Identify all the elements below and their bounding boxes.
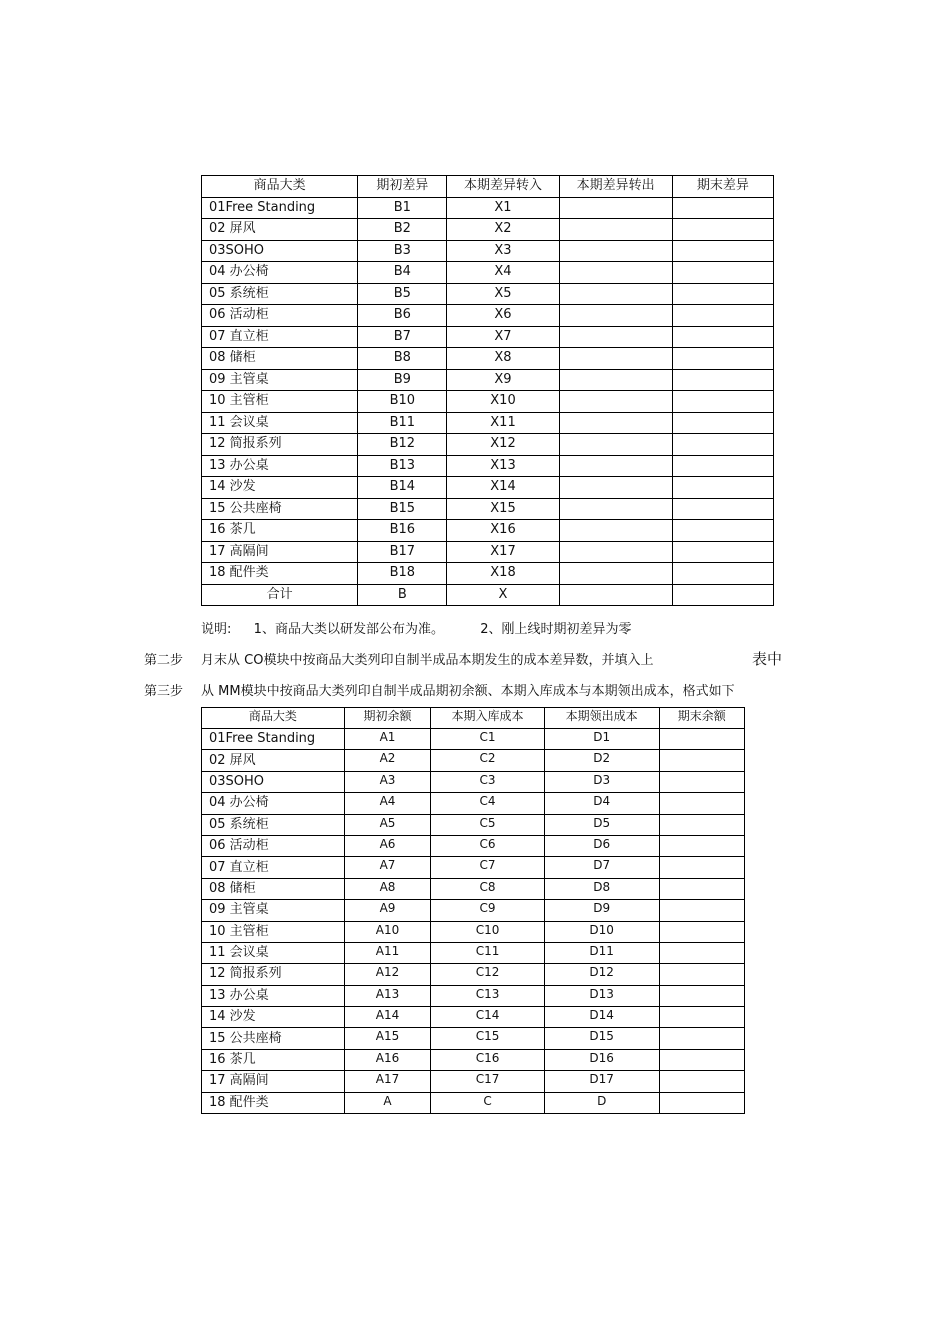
step3-label: 第三步 [144,684,184,699]
row-value-cell: B5 [358,283,447,305]
row-value-cell [559,455,672,477]
row-value-cell [559,219,672,241]
row-value-cell [659,985,745,1006]
row-value-cell: A3 [344,771,430,792]
header-receipt-cost: 本期入库成本 [431,708,545,729]
row-value-cell: D [544,1092,659,1113]
row-category-cell: 09 主管桌 [202,900,345,921]
row-category-cell: 13 办公桌 [202,455,358,477]
table-row [202,921,745,942]
row-category-cell: 16 茶几 [202,520,358,542]
row-category-cell: 17 高隔间 [202,1071,345,1092]
row-category-cell: 13 办公桌 [202,985,345,1006]
table-header-row [202,176,774,198]
step2-label: 第二步 [144,653,184,668]
total-variance-in: X [447,584,559,606]
row-value-cell [672,240,773,262]
row-value-cell: B18 [358,563,447,585]
row-value-cell: A13 [344,985,430,1006]
row-category-cell: 15 公共座椅 [202,1028,345,1049]
row-value-cell: C8 [431,878,545,899]
row-value-cell: B10 [358,391,447,413]
row-value-cell [659,814,745,835]
row-value-cell: B12 [358,434,447,456]
row-value-cell [672,369,773,391]
row-value-cell [672,563,773,585]
row-value-cell: D13 [544,985,659,1006]
row-value-cell: X1 [447,197,559,219]
cost-variance-table [201,175,774,606]
row-value-cell [659,729,745,750]
row-value-cell [559,348,672,370]
row-value-cell [672,326,773,348]
row-value-cell [559,305,672,327]
table-row [202,942,745,963]
row-value-cell [672,477,773,499]
row-value-cell [672,305,773,327]
row-value-cell: C15 [431,1028,545,1049]
row-value-cell: C7 [431,857,545,878]
row-value-cell [559,477,672,499]
row-value-cell: C13 [431,985,545,1006]
row-value-cell: A2 [344,750,430,771]
row-value-cell: D14 [544,1007,659,1028]
table-row [202,878,745,899]
row-value-cell [559,520,672,542]
row-value-cell [659,921,745,942]
table-row [202,262,774,284]
total-opening-variance: B [358,584,447,606]
row-value-cell: D6 [544,835,659,856]
table-row [202,814,745,835]
table-row [202,1028,745,1049]
table-row [202,305,774,327]
row-value-cell: C2 [431,750,545,771]
row-value-cell [659,1092,745,1113]
row-value-cell: A5 [344,814,430,835]
table-row [202,520,774,542]
row-value-cell: D16 [544,1049,659,1070]
row-value-cell: B3 [358,240,447,262]
row-value-cell: X13 [447,455,559,477]
row-category-cell: 10 主管柜 [202,921,345,942]
row-value-cell: C11 [431,942,545,963]
row-value-cell [672,434,773,456]
row-category-cell: 06 活动柜 [202,305,358,327]
table-row [202,835,745,856]
row-value-cell: D15 [544,1028,659,1049]
row-category-cell: 09 主管桌 [202,369,358,391]
header-opening-variance: 期初差异 [358,176,447,198]
row-category-cell: 14 沙发 [202,1007,345,1028]
row-category-cell: 11 会议桌 [202,942,345,963]
row-value-cell: B15 [358,498,447,520]
row-category-cell: 11 会议桌 [202,412,358,434]
row-value-cell [672,541,773,563]
row-value-cell [559,369,672,391]
row-value-cell: D10 [544,921,659,942]
row-value-cell: C4 [431,793,545,814]
row-value-cell [672,262,773,284]
row-value-cell [559,240,672,262]
header-category: 商品大类 [202,708,345,729]
row-value-cell: A17 [344,1071,430,1092]
row-category-cell: 02 屏风 [202,750,345,771]
row-value-cell: B2 [358,219,447,241]
row-value-cell: X10 [447,391,559,413]
step3-text: 从 MM模块中按商品大类列印自制半成品期初余额、本期入库成本与本期领出成本，格式如下 [201,684,735,699]
header-issue-cost: 本期领出成本 [544,708,659,729]
table-row [202,900,745,921]
row-category-cell: 14 沙发 [202,477,358,499]
row-value-cell: D11 [544,942,659,963]
table-row [202,477,774,499]
row-value-cell: X2 [447,219,559,241]
table-row [202,455,774,477]
row-value-cell: C16 [431,1049,545,1070]
row-value-cell [672,391,773,413]
table-row [202,1049,745,1070]
table-row [202,240,774,262]
row-value-cell [659,900,745,921]
table-row [202,219,774,241]
note-item-1: 1、商品大类以研发部公布为准。 [253,622,444,637]
total-closing-variance [672,584,773,606]
table-row [202,793,745,814]
row-category-cell: 06 活动柜 [202,835,345,856]
row-value-cell: D7 [544,857,659,878]
row-value-cell: A12 [344,964,430,985]
row-category-cell: 07 直立柜 [202,326,358,348]
row-value-cell: A [344,1092,430,1113]
row-value-cell: D5 [544,814,659,835]
row-category-cell: 04 办公椅 [202,793,345,814]
row-value-cell: C14 [431,1007,545,1028]
row-value-cell [559,326,672,348]
header-closing-balance: 期末余额 [659,708,745,729]
table-row [202,1007,745,1028]
row-value-cell [672,348,773,370]
row-value-cell: B11 [358,412,447,434]
row-value-cell: X18 [447,563,559,585]
row-category-cell: 16 茶几 [202,1049,345,1070]
row-value-cell: B1 [358,197,447,219]
row-value-cell: A16 [344,1049,430,1070]
row-category-cell: 02 屏风 [202,219,358,241]
table-row [202,326,774,348]
row-value-cell [559,498,672,520]
row-value-cell: X12 [447,434,559,456]
row-value-cell [559,197,672,219]
header-variance-in: 本期差异转入 [447,176,559,198]
row-value-cell [659,1049,745,1070]
row-category-cell: 10 主管柜 [202,391,358,413]
row-category-cell: 18 配件类 [202,563,358,585]
row-value-cell: X17 [447,541,559,563]
table-row [202,412,774,434]
row-category-cell: 08 储柜 [202,348,358,370]
row-value-cell: B7 [358,326,447,348]
row-value-cell: A8 [344,878,430,899]
row-category-cell: 04 办公椅 [202,262,358,284]
row-value-cell: B16 [358,520,447,542]
table-row [202,750,745,771]
row-value-cell: D3 [544,771,659,792]
table-row [202,197,774,219]
row-value-cell: C12 [431,964,545,985]
row-value-cell: A10 [344,921,430,942]
table-row [202,391,774,413]
row-value-cell: C6 [431,835,545,856]
table-row [202,369,774,391]
row-value-cell: C17 [431,1071,545,1092]
row-value-cell: B13 [358,455,447,477]
row-value-cell: A4 [344,793,430,814]
row-value-cell [659,964,745,985]
row-value-cell [559,262,672,284]
table-row [202,1071,745,1092]
row-value-cell [659,1007,745,1028]
table-header-row [202,708,745,729]
row-value-cell: B14 [358,477,447,499]
row-category-cell: 18 配件类 [202,1092,345,1113]
row-category-cell: 05 系统柜 [202,814,345,835]
row-value-cell [559,283,672,305]
row-category-cell: 03SOHO [202,771,345,792]
row-value-cell: B9 [358,369,447,391]
row-value-cell: X4 [447,262,559,284]
total-row [202,584,774,606]
row-value-cell [659,750,745,771]
header-category: 商品大类 [202,176,358,198]
row-value-cell: D12 [544,964,659,985]
table-row [202,771,745,792]
row-value-cell [672,498,773,520]
row-value-cell [672,455,773,477]
row-value-cell: X5 [447,283,559,305]
row-value-cell [659,771,745,792]
row-value-cell [659,1071,745,1092]
table-row [202,498,774,520]
row-category-cell: 08 储柜 [202,878,345,899]
row-value-cell: D8 [544,878,659,899]
row-value-cell: X7 [447,326,559,348]
row-value-cell [672,197,773,219]
row-value-cell: C1 [431,729,545,750]
row-value-cell [672,219,773,241]
row-value-cell: A15 [344,1028,430,1049]
row-value-cell: A9 [344,900,430,921]
row-value-cell: X14 [447,477,559,499]
row-value-cell: X15 [447,498,559,520]
table-row [202,857,745,878]
table-row [202,434,774,456]
note-item-2: 2、刚上线时期初差异为零 [480,622,632,637]
row-value-cell [659,942,745,963]
header-variance-out: 本期差异转出 [559,176,672,198]
row-value-cell: A7 [344,857,430,878]
row-value-cell [559,412,672,434]
row-value-cell: C3 [431,771,545,792]
row-value-cell: A14 [344,1007,430,1028]
table-row [202,283,774,305]
row-category-cell: 12 简报系列 [202,964,345,985]
row-value-cell: C10 [431,921,545,942]
table-row [202,729,745,750]
header-closing-variance: 期末差异 [672,176,773,198]
row-value-cell [659,835,745,856]
table-row [202,964,745,985]
row-value-cell: X8 [447,348,559,370]
row-value-cell: D17 [544,1071,659,1092]
row-category-cell: 01Free Standing [202,729,345,750]
row-value-cell [559,541,672,563]
table-row [202,985,745,1006]
inventory-balance-table [201,707,745,1114]
row-value-cell: C [431,1092,545,1113]
row-category-cell: 01Free Standing [202,197,358,219]
row-category-cell: 12 简报系列 [202,434,358,456]
row-value-cell: X11 [447,412,559,434]
header-opening-balance: 期初余额 [344,708,430,729]
row-value-cell: B8 [358,348,447,370]
row-value-cell: D2 [544,750,659,771]
row-value-cell: X16 [447,520,559,542]
row-value-cell: B6 [358,305,447,327]
row-value-cell [672,520,773,542]
row-value-cell: C9 [431,900,545,921]
row-value-cell [659,793,745,814]
table-row [202,348,774,370]
row-value-cell [559,434,672,456]
row-value-cell [659,878,745,899]
row-value-cell: B4 [358,262,447,284]
row-value-cell [672,412,773,434]
row-category-cell: 17 高隔间 [202,541,358,563]
note-label: 说明: [201,622,232,637]
row-value-cell [672,283,773,305]
row-value-cell [659,1028,745,1049]
row-category-cell: 05 系统柜 [202,283,358,305]
row-category-cell: 03SOHO [202,240,358,262]
row-value-cell: D4 [544,793,659,814]
table-row [202,1092,745,1113]
row-value-cell: A6 [344,835,430,856]
table-row [202,541,774,563]
row-value-cell: A11 [344,942,430,963]
row-value-cell: X9 [447,369,559,391]
row-category-cell: 15 公共座椅 [202,498,358,520]
row-value-cell: A1 [344,729,430,750]
row-value-cell: B17 [358,541,447,563]
row-value-cell [659,857,745,878]
row-value-cell: X3 [447,240,559,262]
row-value-cell [559,563,672,585]
table-row [202,563,774,585]
row-category-cell: 07 直立柜 [202,857,345,878]
step2-tail: 表中 [752,650,783,668]
row-value-cell: C5 [431,814,545,835]
note-line [201,618,632,637]
total-variance-out [559,584,672,606]
row-value-cell: X6 [447,305,559,327]
row-value-cell: D1 [544,729,659,750]
row-value-cell: D9 [544,900,659,921]
row-value-cell [559,391,672,413]
step2-text: 月末从 CO模块中按商品大类列印自制半成品本期发生的成本差异数，并填入上 [201,653,654,668]
total-label: 合计 [202,584,358,606]
